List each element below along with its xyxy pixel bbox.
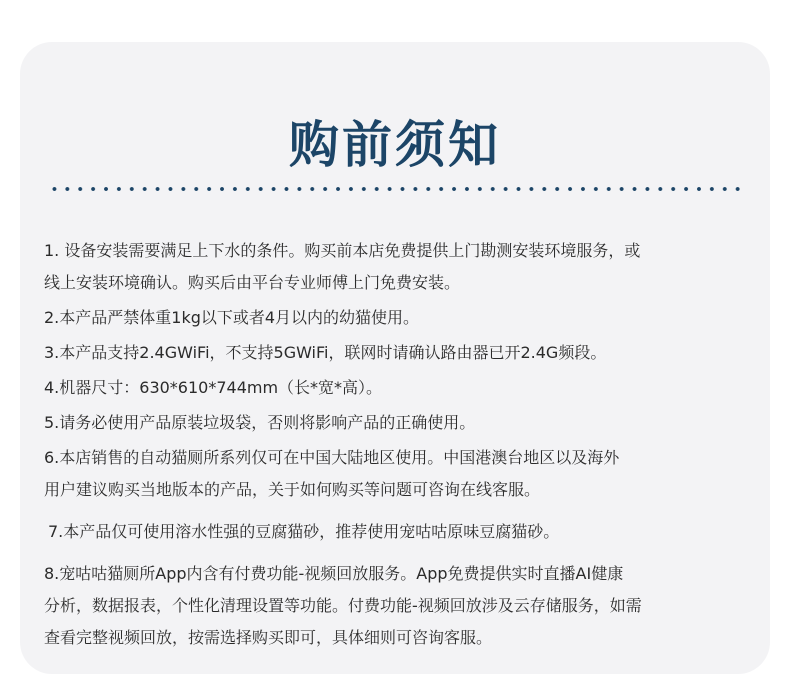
notice-line: 2.本产品严禁体重1kg以下或者4月以内的幼猫使用。: [44, 308, 420, 327]
notice-list: [44, 235, 752, 654]
notice-line: 查看完整视频回放，按需选择购买即可，具体细则可咨询客服。: [44, 628, 493, 647]
notice-item-8: [44, 558, 752, 654]
notice-line: 8.宠咕咕猫厕所App内含有付费功能-视频回放服务。App免费提供实时直播AI健康: [44, 564, 624, 583]
notice-line: 5.请务必使用产品原装垃圾袋，否则将影响产品的正确使用。: [44, 413, 476, 432]
notice-item-2: [44, 302, 752, 334]
notice-item-7: [44, 516, 752, 548]
notice-item-3: [44, 337, 752, 369]
notice-line: 分析，数据报表，个性化清理设置等功能。付费功能-视频回放涉及云存储服务，如需: [44, 596, 642, 615]
page-title: 购前须知: [289, 116, 501, 174]
notice-line: 4.机器尺寸：630*610*744mm（长*宽*高）。: [44, 378, 383, 397]
notice-line: 线上安装环境确认。购买后由平台专业师傅上门免费安装。: [44, 273, 461, 292]
notice-line: 3.本产品支持2.4GWiFi，不支持5GWiFi，联网时请确认路由器已开2.4G频段。: [44, 343, 607, 362]
notice-line: 7.本产品仅可使用溶水性强的豆腐猫砂，推荐使用宠咕咕原味豆腐猫砂。: [48, 522, 560, 541]
notice-line: 1. 设备安装需要满足上下水的条件。购买前本店免费提供上门勘测安装环境服务，或: [44, 241, 641, 260]
notice-line: 用户建议购买当地版本的产品，关于如何购买等问题可咨询在线客服。: [44, 480, 541, 499]
purchase-notice-card: [20, 42, 770, 674]
notice-item-5: [44, 407, 752, 439]
notice-item-1: [44, 235, 752, 299]
dotted-divider: [48, 185, 742, 193]
notice-item-6: [44, 442, 752, 506]
notice-item-4: [44, 372, 752, 404]
notice-line: 6.本店销售的自动猫厕所系列仅可在中国大陆地区使用。中国港澳台地区以及海外: [44, 448, 620, 467]
